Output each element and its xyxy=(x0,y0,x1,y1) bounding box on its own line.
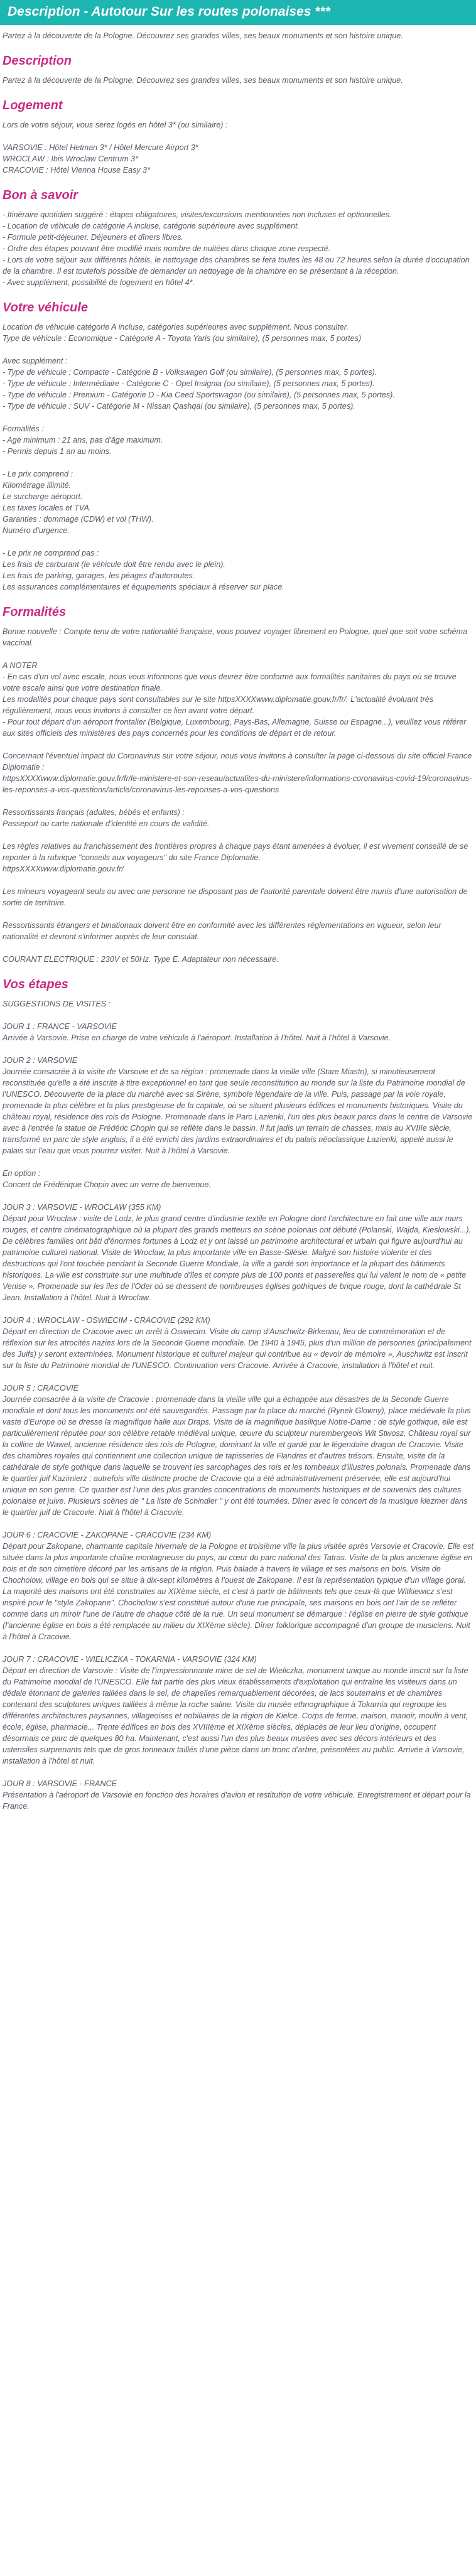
formalites-paragraph: Ressortissants étrangers et binationaux doivent être en conformité avec les différentes réglementations en vigueur, selon leur nationalité et devront s'informer auprès de leur consulat. xyxy=(3,921,441,941)
day-option: En option : Concert de Frédérique Chopin avec un verre de bienvenue. xyxy=(3,1169,211,1189)
formalites-paragraph: COURANT ELECTRIQUE : 230V et 50Hz. Type E. Adaptateur non nécessaire. xyxy=(3,955,279,964)
section-title-bon-a-savoir: Bon à savoir xyxy=(3,188,78,202)
section-title-formalites: Formalités xyxy=(3,605,67,619)
day-item: JOUR 3 : VARSOVIE - WROCLAW (355 KM) Départ pour Wroclaw : visite de Lodz, le plus grand centre d'industrie textile en Pologne dont l'architecture en fait une ville aux murs rouges, et centre cinématographique où la plupart des grands metteurs en scène polonais ont débuté (Polanski, Wajda, Kieslowski...). De célèbres familles ont bâti d'énormes fortunes à Lodz et y ont laissé un patrimoine architectural et urbain qui figure aujourd'hui au patrimoine culturel national. Visite de Wroclaw, la plus importante ville en Basse-Silésie. Malgré son histoire violente et des destructions qui l'ont touchée pendant la Seconde Guerre Mondiale, la ville a gardé son importance et la plupart des bâtiments historiques. La ville est construite sur une multitude d'îles et compte plus de 100 ponts et passerelles qui lui valent le nom de « petite Venise ». Promenade sur les îles de l'Oder où se dressent de nombreuses églises gothiques de brique rouge, dont la cathédrale St Jean. Installation à l'hôtel. Nuit à Wroclaw. xyxy=(3,1203,472,1302)
vehicule-paragraph: Formalités : - Age minimum : 21 ans, pas d'âge maximum. - Permis depuis 1 an au moins. xyxy=(3,424,163,456)
section-title-description: Description xyxy=(3,54,72,68)
formalites-paragraph: Les mineurs voyageant seuls ou avec une personne ne disposant pas de l'autorité parentale doivent être munis d'une autorisation de sortie de territoire. xyxy=(3,887,468,907)
banner-intro-text: Partez à la découverte de la Pologne. Découvrez ses grandes villes, ses beaux monuments et son histoire unique. xyxy=(3,31,403,40)
day-item: JOUR 6 : CRACOVIE - ZAKOPANE - CRACOVIE (234 KM) Départ pour Zakopane, charmante capitale hivernale de la Pologne et troisième ville la plus visitée après Varsovie et Cracovie. Elle est située dans la plus importante chaîne montagneuse du pays, au cœur du parc national des Tatras. Visite de la plus ancienne église en bois et de son cimetière décoré par les artisans de la région. Puis balade à travers le village et ses maisons en bois. Visite de Chocholow, village en bois qui se situe à dix-sept kilomètres à l'ouest de Zakopane. Il est la représentation typique d'un village goral. La majorité des maisons ont été construites au XIXème siècle, et c'est à partir de bâtiments tels que ceux-là que Witkiewicz s'est inspiré pour le "style Zakopane". Chocholow s'est constitué autour d'une rue principale, ses maisons en bois ont l'air de se refléter comme dans un miroir l'une de l'autre de chaque côté de la rue. Un seul monument se démarque : l'église en pierre de style gothique (l'ancienne église en bois a été remplacée au milieu du XIXème siècle). Dîner folklorique accompagné d'un groupe de musiciens. Nuit à l'hôtel à Cracovie. xyxy=(3,1531,473,1641)
day-item: JOUR 5 : CRACOVIE Journée consacrée à la visite de Cracovie : promenade dans la vieille ville qui a échappée aux désastres de la Seconde Guerre mondiale et dont tous les monuments ont été sauvegardés. Passage par la place du marché (Rynek Glowny), place médiévale la plus vaste d'Europe où se dresse la magnifique halle aux Draps. Visite de la magnifique basilique Notre-Dame : de style gothique, elle est particulièrement réputée pour son célèbre retable médiéval unique, œuvre du sculpteur nurembergeois Wit Stwosz. Château royal sur la colline de Wawel, ancienne résidence des rois de Pologne, dominant la ville et gardé par le légendaire dragon de Cracovie. Visite des chambres royales qui contiennent une collection unique de tapisseries de Flandres et d'autres trésors. Ensuite, visite de la cathédrale de style gothique dans laquelle se trouvent les sarcophages des rois et les tombeaux d'illustres polonais. Promenade dans le quartier juif Kazimierz : autrefois ville distincte proche de Cracovie qui a été administrativement préservée, elle est aujourd'hui unique en son genre. Ce quartier est l'une des plus grandes concentrations de monuments historiques et de souvenirs des cultures polonaise et juive. Plusieurs scènes de " La liste de Schindler " y ont été tournées. Dîner avec le concert de la musique klezmer dans le quartier juif de Cracovie. Nuit à l'hôtel à Cracovie. xyxy=(3,1384,471,1517)
day-item: JOUR 7 : CRACOVIE - WIELICZKA - TOKARNIA - VARSOVIE (324 KM) Départ en direction de Varsovie : Visite de l'impressionnante mine de sel de Wieliczka, monument unique au monde inscrit sur la liste du Patrimoine mondial de l'UNESCO. Elle fait partie des plus vieux établissements d'exploitation qui entraîne les visiteurs dans un dédale étonnant de galeries taillées dans le sel, de chapelles remarquablement décorées, de lacs souterrains et de chambres contenant des sculptures uniques taillées à même la roche saline. Visite du musée ethnographique à Tokarnia qui regroupe les différentes architectures paysannes, villageoises et nobiliaires de la région de Kielce. Corps de ferme, maison, manoir, moulin à vent, école, église, pharmacie... Trente édifices en bois des XVIIIème et XIXème siècles, déplacés de leur lieu d'origine, occupent désormais ce parc de quelques 80 ha. Maintenant, c'est aussi l'un des plus beaux musées avec ses décors intérieurs et des ustensiles surprenants tels que de gros tonneaux taillés d'une pièce dans un tronc d'arbre, présentées au public. Arrivée à Varsovie, installation à l'hôtel et nuit. xyxy=(3,1655,468,1765)
description-text: Partez à la découverte de la Pologne. Découvrez ses grandes villes, ses beaux monuments et son histoire unique. xyxy=(3,76,403,85)
vehicule-paragraph: - Le prix ne comprend pas : Les frais de carburant (le véhicule doit être rendu avec le plein). Les frais de parking, garages, les péages d'autoroutes. Les assurances complémentaires et équipements spéciaux à réserver sur place. xyxy=(3,549,284,591)
section-title-vehicule: Votre véhicule xyxy=(3,301,88,315)
vehicule-paragraph: Location de véhicule catégorie A incluse, catégories supérieures avec supplément. Nous consulter. Type de véhicule : Economique - Catégorie A - Toyota Yaris (ou similaire), (5 personnes max, 5 portes) xyxy=(3,323,362,343)
section-title-etapes: Vos étapes xyxy=(3,978,68,991)
logement-text: Lors de votre séjour, vous serez logés en hôtel 3* (ou similaire) : VARSOVIE : Hôtel Hetman 3* / Hôtel Mercure Airport 3* WROCLAW : Ibis Wroclaw Centrum 3* CRACOVIE : Hôtel Vienna House Easy 3* xyxy=(3,121,228,175)
content xyxy=(0,30,476,1812)
formalites-paragraph: Les règles relatives au franchissement des frontières propres à chaque pays étant amenées à évoluer, il est vivement conseillé de se reporter à la rubrique "conseils aux voyageurs" du site France Diplomatie. httpsXXXXwww.diplomatie.gouv.fr/ xyxy=(3,842,468,873)
formalites-paragraph: A NOTER - En cas d'un vol avec escale, nous vous informons que vous devrez être conforme aux formalités sanitaires du pays où se trouve votre escale ainsi que votre destination finale. Les modalités pour chaque pays sont consultables sur le site httpsXXXXwww.diplomatie.gouv.fr/fr/. L'actualité évoluant très régulièrement, nous vous invitons à consulter ce lien avant votre départ. - Pour tout départ d'un aéroport frontalier (Belgique, Luxembourg, Pays-Bas, Allemagne, Suisse ou Espagne...), veuillez vous référer aux sites officiels des ministères des pays concernés pour les conditions de départ et de retour. xyxy=(3,661,467,738)
day-item: JOUR 8 : VARSOVIE - FRANCE Présentation à l'aéroport de Varsovie en fonction des horaires d'avion et restitution de votre véhicule. Enregistrement et départ pour la France. xyxy=(3,1779,471,1811)
vehicule-paragraph: Avec supplément : - Type de véhicule : Compacte - Catégorie B - Volkswagen Golf (ou similaire), (5 personnes max, 5 portes). - Type de véhicule : Intermédiaire - Catégorie C - Opel Insignia (ou similaire), (5 personnes max, 5 portes). - Type de véhicule : Premium - Catégorie D - Kia Ceed Sportswagon (ou similaire), (5 personnes max, 5 portes). - Type de véhicule : SUV - Catégorie M - Nissan Qashqai (ou similaire), (5 personnes max, 5 portes). xyxy=(3,357,395,411)
section-title-logement: Logement xyxy=(3,99,63,112)
day-item: JOUR 4 : WROCLAW - OSWIECIM - CRACOVIE (292 KM) Départ en direction de Cracovie avec un arrêt à Oswiecim. Visite du camp d'Auschwitz-Birkenau, lieu de commémoration et de réflexion sur les atrocités nazies lors de la Seconde Guerre mondiale. De 1940 à 1945, plus d'un million de personnes (principalement des Juifs) y seront exterminées. Monument historique et culturel majeur qui contribue au « devoir de mémoire », Auschwitz est inscrit sur la liste du Patrimoine mondial de l'UNESCO. Continuation vers Cracovie. Arrivée à Cracovie, installation à l'hôtel et nuit. xyxy=(3,1316,472,1370)
formalites-paragraph: Concernant l'éventuel impact du Coronavirus sur votre séjour, nous vous invitons à consulter la page ci-dessous du site officiel France Diplomatie : httpsXXXXwww.diplomatie.gouv.fr/fr/le-ministere-et-son-reseau/actualites-du-ministere/informations-coronavirus-covid-19/coronavirus-les-reponses-a-vos-questions/article/coronavirus-les-reponses-a-vos-questions xyxy=(3,752,472,794)
day-item: JOUR 2 : VARSOVIE Journée consacrée à la visite de Varsovie et de sa région : promenade dans la vieille ville (Stare Miasto), si minutieusement reconstituée qu'elle a été inscrite à titre exceptionnel en tant que seule reconstitution au monde sur la liste du Patrimoine mondial de l'UNESCO. Découverte de la place du marché avec sa Sirène, symbole légendaire de la ville. Puis, passage par la voie royale, promenade la plus célèbre et la plus prestigieuse de la capitale, où se situent plusieurs édifices et monuments historiques. Visite du château royal, résidence des rois de Pologne. Promenade dans le Parc Lazienki, l'un des plus beaux parcs dans le centre de Varsovie avec à l'entrée la statue de Frédéric Chopin qui se reflète dans le bassin. Il fut jadis un terrain de chasses, mais au XVIIIe siècle, transformé en parc de style anglais, il a été enrichi des jardins extraordinaires et du palais néoclassique Lazienki, appelé aussi le palais sur l'eau que vous pourrez visiter. Nuit à l'hôtel à Varsovie. xyxy=(3,1056,473,1155)
bon-a-savoir-text: - Itinéraire quotidien suggéré : étapes obligatoires, visites/excursions mentionnées non incluses et optionnelles. - Location de véhicule de catégorie A incluse, catégorie supérieure avec supplément. - Formule petit-déjeuner. Déjeuners et dîners libres. - Ordre des étapes pouvant être modifié mais nombre de nuitées dans chaque zone respecté. - Lors de votre séjour aux différents hôtels, le nettoyage des chambres se fera toutes les 48 ou 72 heures selon la durée d'occupation de la chambre. Il est toutefois possible de demander un nettoyage de la chambre en se présentant à la réception. - Avec supplément, possibilité de logement en hôtel 4*. xyxy=(3,210,470,287)
formalites-paragraph: Ressortissants français (adultes, bébés et enfants) : Passeport ou carte nationale d'identité en cours de validité. xyxy=(3,808,210,828)
day-list xyxy=(3,1021,473,1812)
day-item: JOUR 1 : FRANCE - VARSOVIE Arrivée à Varsovie. Prise en charge de votre véhicule à l'aéroport. Installation à l'hôtel. Nuit à l'hôtel à Varsovie. xyxy=(3,1022,391,1042)
vehicule-paragraph: - Le prix comprend : Kilométrage illimité. Le surcharge aéroport. Les taxes locales et TVA. Garanties : dommage (CDW) et vol (THW). Numéro d'urgence. xyxy=(3,470,154,535)
page-banner-title: Description - Autotour Sur les routes polonaises *** xyxy=(0,0,476,25)
etapes-intro: SUGGESTIONS DE VISITES : xyxy=(3,1000,111,1008)
formalites-paragraph: Bonne nouvelle : Compte tenu de votre nationalité française, vous pouvez voyager librement en Pologne, quel que soit votre schéma vaccinal. xyxy=(3,627,467,647)
